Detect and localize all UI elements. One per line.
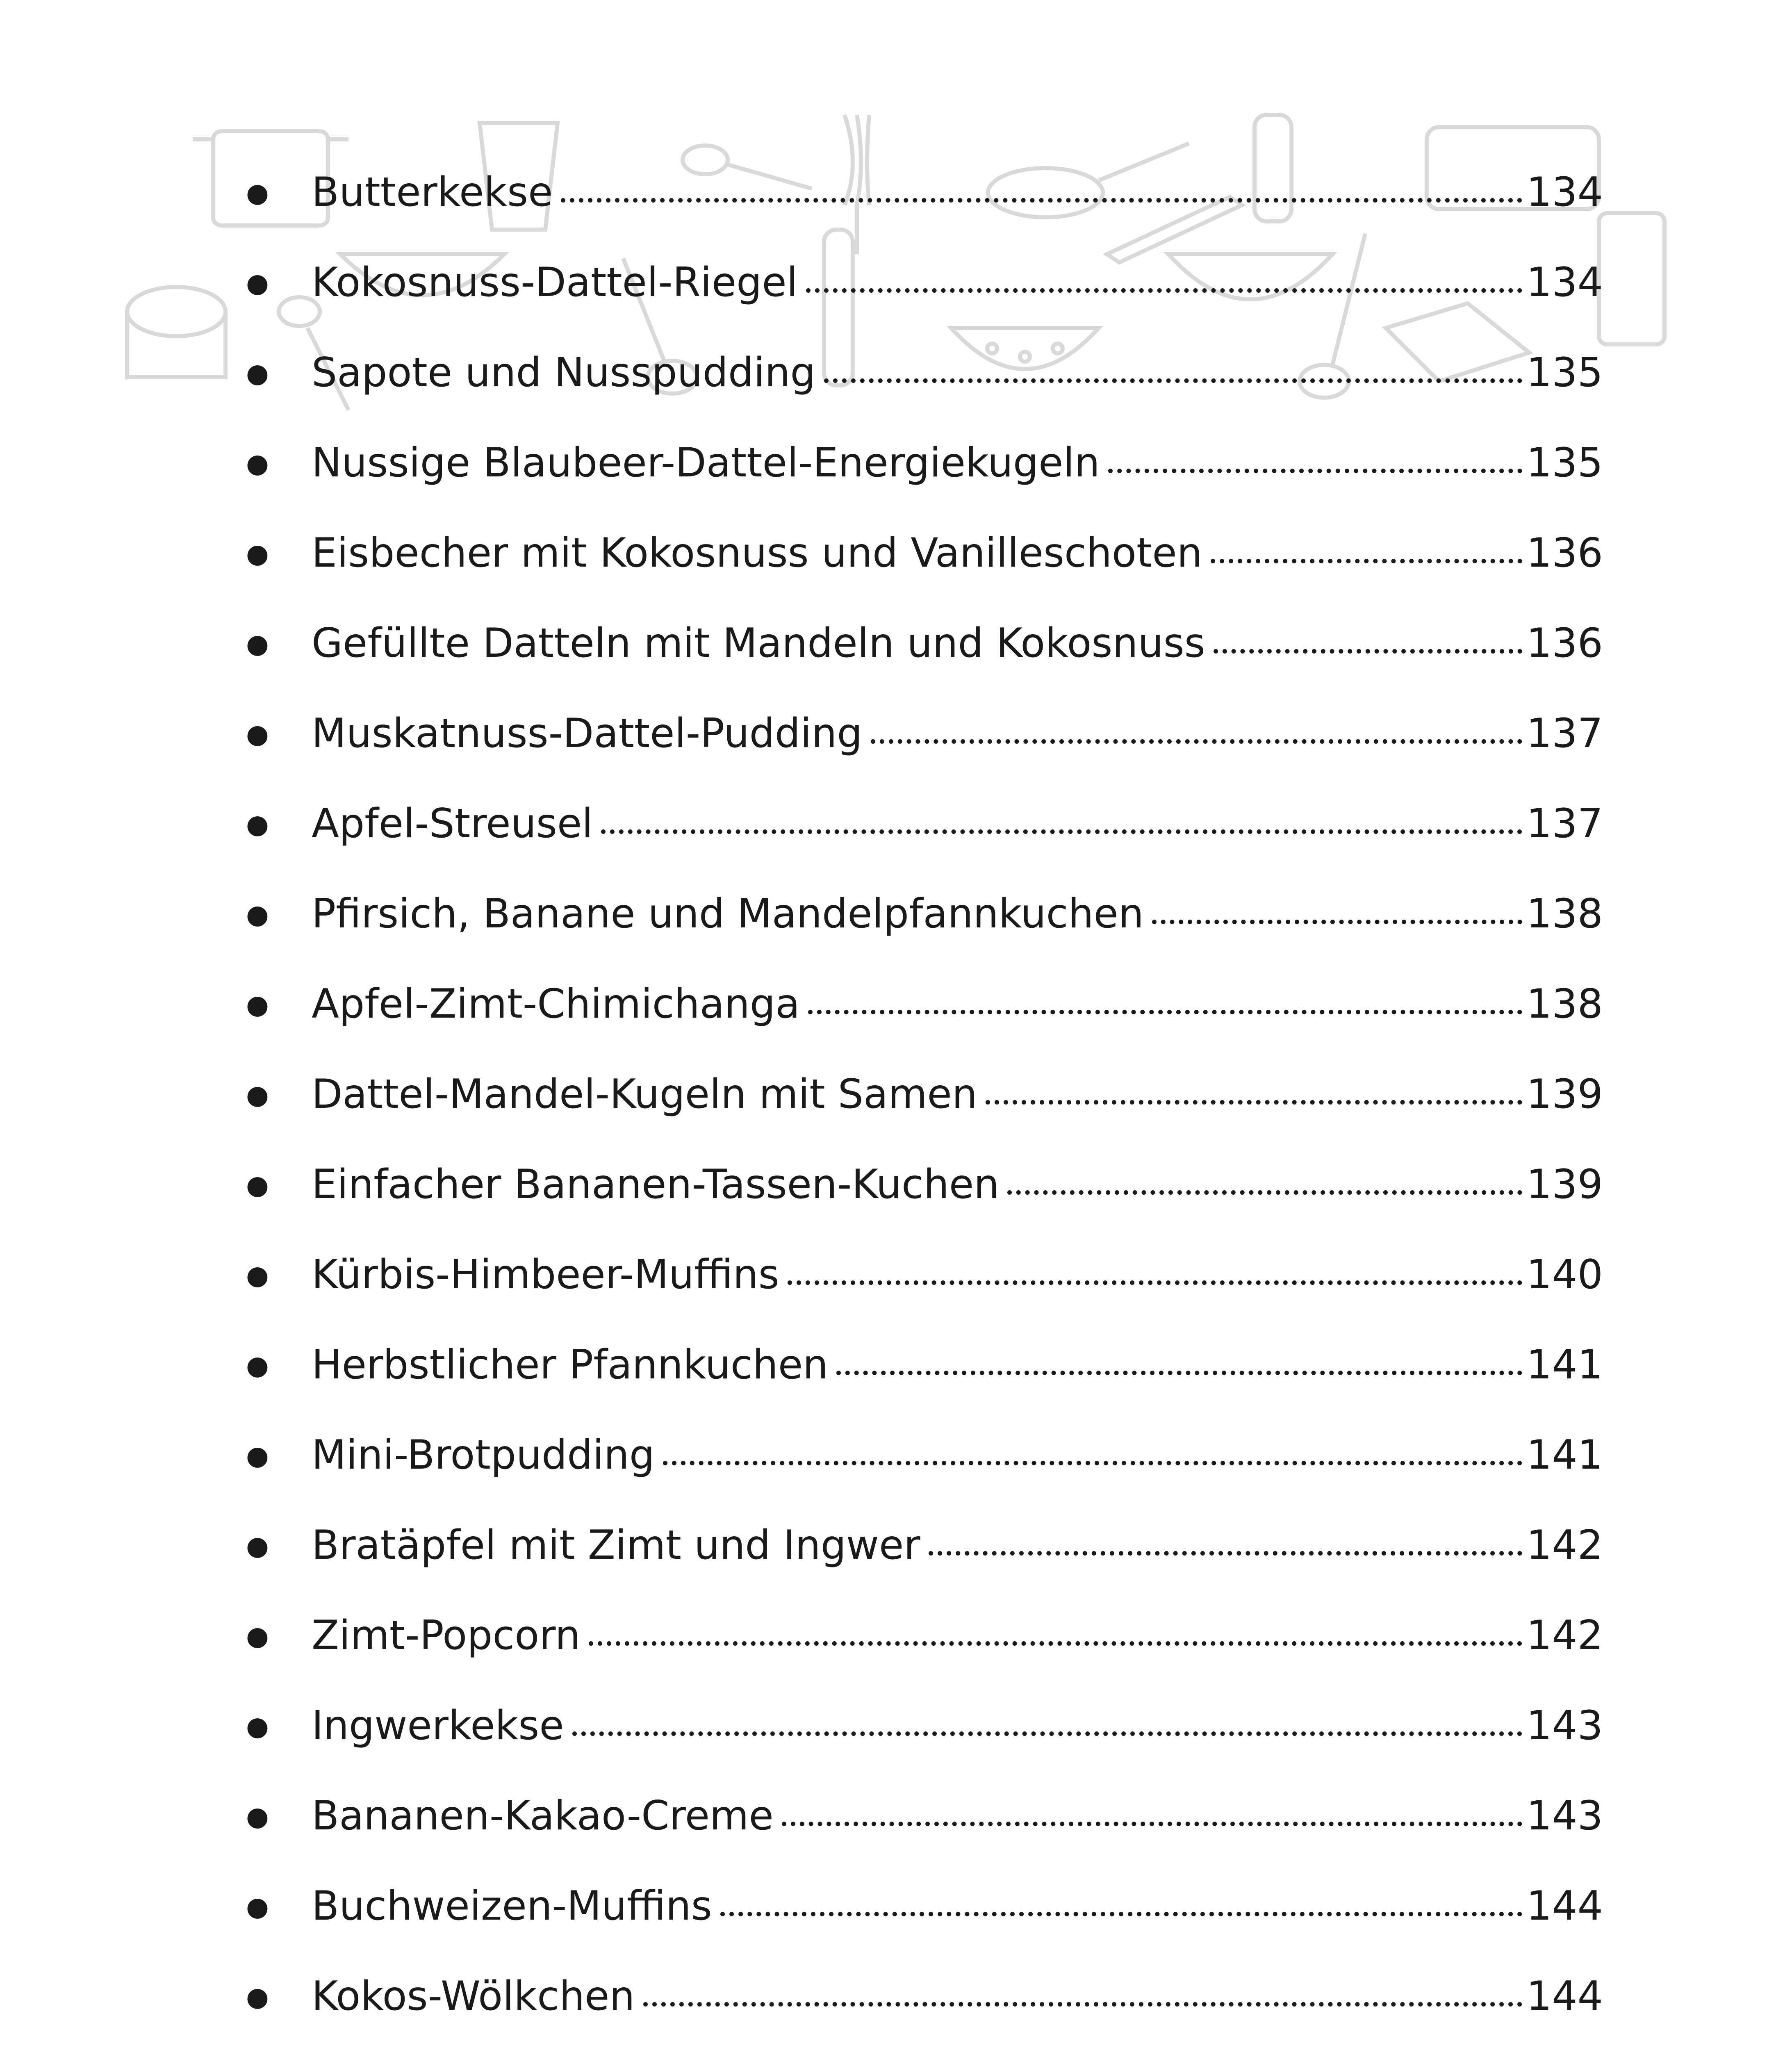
grater-icon xyxy=(1599,213,1664,344)
bullet-icon: ● xyxy=(246,719,269,749)
toc-entry[interactable] xyxy=(246,1161,1603,1255)
toc-entry[interactable] xyxy=(246,1612,1603,1706)
toc-entry-title: Buchweizen-Muffins xyxy=(312,1883,712,1929)
dot-leader xyxy=(929,1551,1522,1556)
toc-entry-title: Zimt-Popcorn xyxy=(312,1612,581,1659)
toc-entry[interactable] xyxy=(246,1342,1603,1435)
bullet-icon: ● xyxy=(246,1260,269,1291)
toc-entry-page-number: 141 xyxy=(1526,1342,1603,1388)
dot-leader xyxy=(782,1822,1522,1826)
toc-entry-title: Dattel-Mandel-Kugeln mit Samen xyxy=(312,1071,977,1118)
toc-entry[interactable] xyxy=(246,981,1603,1074)
dot-leader xyxy=(1108,469,1522,473)
toc-entry[interactable] xyxy=(246,349,1603,443)
toc-entry-page-number: 135 xyxy=(1526,349,1603,396)
dot-leader xyxy=(836,1371,1522,1375)
toc-entry[interactable] xyxy=(246,891,1603,984)
toc-entry[interactable] xyxy=(246,1071,1603,1164)
toc-entry[interactable] xyxy=(246,1522,1603,1615)
toc-entry-title: Mini-Brotpudding xyxy=(312,1432,655,1478)
toc-entry-title: Herbstlicher Pfannkuchen xyxy=(312,1342,829,1388)
toc-entry-page-number: 134 xyxy=(1526,259,1603,306)
toc-entry[interactable] xyxy=(246,1883,1603,1976)
toc-entry-title: Butterkekse xyxy=(312,169,553,216)
toc-entry-page-number: 142 xyxy=(1526,1522,1603,1569)
bullet-icon: ● xyxy=(246,1982,269,2012)
toc-entry-title: Bratäpfel mit Zimt und Ingwer xyxy=(312,1522,920,1569)
dot-leader xyxy=(1007,1190,1522,1195)
toc-entry[interactable] xyxy=(246,800,1603,894)
dot-leader xyxy=(1152,920,1522,924)
bullet-icon: ● xyxy=(246,449,269,479)
dot-leader xyxy=(720,1912,1522,1916)
toc-entry-page-number: 136 xyxy=(1526,620,1603,667)
toc-entry-page-number: 138 xyxy=(1526,891,1603,937)
toc-entry[interactable] xyxy=(246,1432,1603,1525)
toc-entry-title: Kokos-Wölkchen xyxy=(312,1973,635,2020)
toc-entry-title: Ingwerkekse xyxy=(312,1702,564,1749)
toc-entry-page-number: 134 xyxy=(1526,169,1603,216)
bullet-icon: ● xyxy=(246,1802,269,1832)
toc-entry-title: Nussige Blaubeer-Dattel-Energiekugeln xyxy=(312,440,1100,486)
toc-entry[interactable] xyxy=(246,440,1603,533)
bullet-icon: ● xyxy=(246,1351,269,1381)
bullet-icon: ● xyxy=(246,900,269,930)
toc-entry[interactable] xyxy=(246,1251,1603,1345)
bullet-icon: ● xyxy=(246,809,269,840)
dot-leader xyxy=(601,829,1522,834)
toc-entry-page-number: 142 xyxy=(1526,1612,1603,1659)
dot-leader xyxy=(589,1641,1522,1646)
dot-leader xyxy=(643,2002,1522,2007)
toc-entry-title: Bananen-Kakao-Creme xyxy=(312,1793,774,1839)
toc-entry-page-number: 143 xyxy=(1526,1702,1603,1749)
toc-entry-page-number: 139 xyxy=(1526,1071,1603,1118)
toc-entry[interactable] xyxy=(246,620,1603,713)
bullet-icon: ● xyxy=(246,1531,269,1561)
toc-entry-page-number: 137 xyxy=(1526,800,1603,847)
toc-entry-page-number: 143 xyxy=(1526,1793,1603,1839)
toc-entry-title: Apfel-Zimt-Chimichanga xyxy=(312,981,800,1027)
bullet-icon: ● xyxy=(246,1441,269,1471)
toc-entry-title: Apfel-Streusel xyxy=(312,800,593,847)
dot-leader xyxy=(824,378,1522,383)
bullet-icon: ● xyxy=(246,1892,269,1922)
toc-entry-title: Kokosnuss-Dattel-Riegel xyxy=(312,259,798,306)
toc-entry-page-number: 138 xyxy=(1526,981,1603,1027)
toc-entry[interactable] xyxy=(246,710,1603,804)
toc-entry-title: Muskatnuss-Dattel-Pudding xyxy=(312,710,863,757)
toc-entry-page-number: 135 xyxy=(1526,440,1603,486)
toc-entry-title: Sapote und Nusspudding xyxy=(312,349,816,396)
dot-leader xyxy=(1214,649,1522,654)
toc-entry-title: Kürbis-Himbeer-Muffins xyxy=(312,1251,779,1298)
toc-entry-page-number: 141 xyxy=(1526,1432,1603,1478)
bullet-icon: ● xyxy=(246,178,269,208)
toc-entry[interactable] xyxy=(246,1793,1603,1886)
bullet-icon: ● xyxy=(246,268,269,298)
toc-entry[interactable] xyxy=(246,1973,1603,2050)
dot-leader xyxy=(871,739,1522,744)
bullet-icon: ● xyxy=(246,990,269,1020)
toc-entry-page-number: 144 xyxy=(1526,1883,1603,1929)
toc-entry-page-number: 136 xyxy=(1526,530,1603,576)
toc-entry-page-number: 140 xyxy=(1526,1251,1603,1298)
bullet-icon: ● xyxy=(246,539,269,569)
bullet-icon: ● xyxy=(246,1170,269,1200)
toc-entry-title: Gefüllte Datteln mit Mandeln und Kokosnuss xyxy=(312,620,1205,667)
dot-leader xyxy=(561,198,1522,203)
toc-entry-page-number: 139 xyxy=(1526,1161,1603,1208)
dot-leader xyxy=(663,1461,1522,1465)
bullet-icon: ● xyxy=(246,1621,269,1651)
toc-entry[interactable] xyxy=(246,1702,1603,1796)
toc-entry[interactable] xyxy=(246,530,1603,623)
dot-leader xyxy=(808,1010,1522,1014)
dot-leader xyxy=(572,1731,1522,1736)
bullet-icon: ● xyxy=(246,629,269,659)
table-of-contents xyxy=(246,169,1603,2050)
dot-leader xyxy=(806,288,1522,293)
toc-entry-title: Einfacher Bananen-Tassen-Kuchen xyxy=(312,1161,1000,1208)
toc-entry-title: Pfirsich, Banane und Mandelpfannkuchen xyxy=(312,891,1144,937)
toc-entry-title: Eisbecher mit Kokosnuss und Vanilleschoten xyxy=(312,530,1202,576)
dot-leader xyxy=(986,1100,1522,1105)
dot-leader xyxy=(788,1280,1522,1285)
bullet-icon: ● xyxy=(246,1080,269,1110)
dot-leader xyxy=(1211,559,1522,563)
toc-entry-page-number: 144 xyxy=(1526,1973,1603,2020)
toc-entry[interactable] xyxy=(246,169,1603,262)
toc-entry-page-number: 137 xyxy=(1526,710,1603,757)
bullet-icon: ● xyxy=(246,358,269,389)
toc-entry[interactable] xyxy=(246,259,1603,353)
cooking-pot-icon xyxy=(127,287,225,377)
bullet-icon: ● xyxy=(246,1711,269,1742)
